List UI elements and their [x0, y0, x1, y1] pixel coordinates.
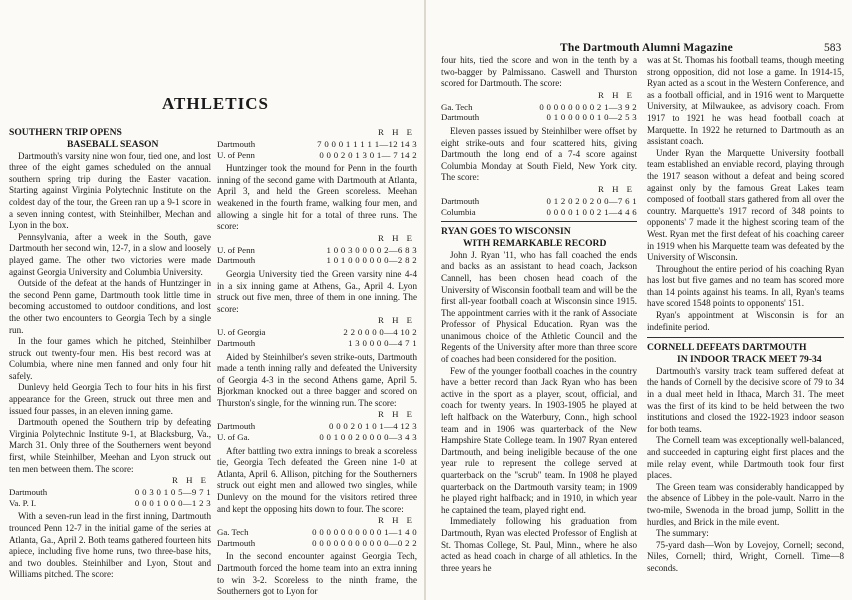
score-row [9, 487, 211, 498]
team-name: U. of Ga. [217, 432, 250, 443]
paragraph: Under Ryan the Marquette University football team established an enviable record, playing through the 1917 season without a defeat and being scored against only by the famous Great Lakes team composed of football stars gathered from all over the country. Marquette's 1917 record of 348 points to opponents' 7 made it the highest scoring team of the West. Ryan met the first defeat of his coaching career in 1919 when his Marquette team was defeated by the University of Wisconsin. [647, 147, 844, 263]
paragraph: In the second encounter against Georgia Tech, Dartmouth forced the home team into an extra inning to win 3-2. Scoreless to the ninth frame, the Southerners got to Lyon for [217, 551, 417, 597]
section-heading: RYAN GOES TO WISCONSIN [441, 221, 637, 238]
team-name: Dartmouth [441, 195, 480, 206]
team-name: Dartmouth [217, 537, 256, 548]
innings-line: 1 3 0 0 0 0—4 7 1 [348, 337, 417, 348]
paragraph: The summary: [656, 528, 709, 539]
innings-line: 0 0 1 0 0 2 0 0 0 0—3 4 3 [319, 432, 417, 443]
paragraph: With a seven-run lead in the first inning, Dartmouth trounced Penn 12-7 in the initial game of the series at Atlanta, Ga., April 2. Both teams gathered fourteen hits apiece, including five home runs, two three-base hits, and two doubles. Steinhilber and Lyon, Stout and Williams pitched. The score: [9, 511, 211, 580]
box-score [217, 245, 417, 266]
paragraph: John J. Ryan '11, who has fall coached the ends and backs as an assistant to head coach, Jackson Cannell, has been chosen head coach of the University of Wisconsin football team and will be the first all-year football coach at Wisconsin since 1915. The appointment carries with it the rank of Associate Professor of Physical Education. Ryan was the unanimous choice of the Athletic Council and the Regents of the University after more than three score of coaches had been considered for the position. [441, 249, 637, 365]
innings-line: 0 1 2 0 2 0 2 0 0—7 6 1 [546, 195, 637, 206]
section-heading-line-2: WITH REMARKABLE RECORD [463, 237, 607, 249]
paragraph: was at St. Thomas his football teams, though meeting strong opposition, did not lose a game. In 1914-15, Ryan acted as a scout in the Western Conference, and as a football official, and in 1916 went to Marquette University, at Milwaukee, as advisory coach. From 1917 to 1921 he was head football coach at Marquette. In 1922 he returned to Dartmouth as an assistant coach. [647, 55, 844, 147]
innings-line: 0 0 3 0 1 0 5—9 7 1 [134, 487, 211, 498]
section-heading-line-2: IN INDOOR TRACK MEET 79-34 [677, 354, 822, 366]
team-name: U. of Penn [217, 244, 255, 255]
box-score [9, 487, 211, 508]
box-score [441, 102, 637, 123]
paragraph: Dartmouth's varsity track team suffered defeat at the hands of Cornell by the decisive score of 79 to 34 in a dual meet held in Ithaca, March 31. The meet was the first of its kind to be held between the two institutions and closed the 1922-1923 indoor season for both teams. [647, 365, 844, 434]
paragraph: In the four games which he pitched, Steinhilber struck out twenty-four men. His best record was at Columbia, where nine men fanned and only four hit safely. [9, 336, 211, 381]
score-row [441, 112, 637, 123]
paragraph: Ryan's appointment at Wisconsin is for an indefinite period. [647, 310, 844, 332]
box-score-header: R H E [378, 515, 415, 526]
score-row [217, 338, 417, 349]
paragraph: Pennsylvania, after a week in the South, gave Dartmouth her second win, 12-7, in a slow and loosely played game. The other two victories were made against Georgia University and Columbia University. [9, 231, 211, 277]
paragraph: Georgia University tied the Green varsity nine 4-4 in a six inning game at Athens, Ga., April 4. Lyon struck out five men, three of them in one inning. The score: [217, 268, 417, 314]
right-column-1 [441, 55, 637, 574]
section-heading-line-2: BASEBALL SEASON [67, 138, 159, 150]
paragraph: Dunlevy held Georgia Tech to four hits in his first appearance for the Green, struck out three men and issued four passes, in an eleven inning game. [9, 382, 211, 416]
paragraph: Few of the younger football coaches in the country have a better record than Jack Ryan who has been active in the sport as a player, scout, official, and coach for twenty years. In 1903-1905 he played at left halfback on the Waterbury, Conn., high school team and in 1906 was quarterback of the New Hampshire State College team. In 1907 Ryan entered Dartmouth, and being ineligible because of the one year rule to represent the college served at quarterback on the "scrub" team. In 1908 he played quarterback on the Dartmouth varsity team; in 1909 he played right halfback; and in 1910, in which year he captained the team, played right end. [441, 365, 637, 515]
paragraph: Aided by Steinhilber's seven strike-outs, Dartmouth made a tenth inning rally and defeated the University of Georgia 4-3 in the second Athens game, April 5. Bjorkman knocked out a three bagger and scored on Thurston's single, for the winning run. The score: [217, 351, 417, 408]
innings-line: 0 0 0 0 0 0 0 0 0 0 0—0 2 2 [312, 537, 417, 548]
innings-line: 0 0 0 2 0 1 3 0 1— 7 14 2 [319, 149, 417, 160]
paragraph: After battling two extra innings to break a scoreless tie, Georgia Tech defeated the Green nine 1-0 at Atlanta, April 6. Allison, pitching for the Southerners struck out eight men and allowed two singles, while Dunlevy on the mound for the visitors retired three and kept the opposing hits down to four. The score: [217, 445, 417, 514]
box-score-header: R H E [378, 315, 415, 326]
right-page [426, 0, 852, 600]
box-score [441, 196, 637, 217]
team-name: U. of Penn [217, 149, 255, 160]
innings-line: 0 0 0 1 0 0 0—1 2 3 [134, 497, 211, 508]
left-page [0, 0, 424, 600]
score-row [441, 196, 637, 207]
score-row [217, 150, 417, 161]
running-title: The Dartmouth Alumni Magazine [560, 42, 733, 54]
score-row [217, 139, 417, 150]
box-score [217, 327, 417, 348]
box-score-header: R H E [172, 475, 209, 486]
paragraph: The Green team was considerably handicapped by the absence of Libbey in the pole-vault. Narro in the two-mile, Swenoda in the broad jump, Sollitt in the hurdles, and Brick in the mile event. [647, 481, 844, 527]
score-row [441, 102, 637, 113]
paragraph: Eleven passes issued by Steinhilber were offset by eight strike-outs and four scattered hits, giving Dartmouth the long end of a 7-4 score against Columbia Monday at South Field, New York city. The score: [441, 125, 637, 183]
score-row [217, 538, 417, 549]
innings-line: 0 0 0 2 0 1 0 1—4 12 3 [329, 421, 417, 432]
paragraph: Dartmouth's varsity nine won four, tied one, and lost three of the eight games scheduled on the annual southern spring trip during the Easter vacation. Starting against Virginia Polytechnic Institute on the coldest day of the tour, the Green ran up a 9-1 score in a seven inning contest, with Steinhilber, Mechan and Lyon in the box. [9, 150, 211, 231]
paragraph: four hits, tied the score and won in the tenth by a two-bagger by Palmissano. Caswell and Thurston scored for Dartmouth. The score: [441, 55, 637, 89]
right-column-2 [647, 55, 844, 575]
paragraph: Outside of the defeat at the hands of Huntzinger in the second Penn game, Dartmouth took little time in becoming accustomed to outdoor conditions, and lost the other two encounters to Georgia Tech by a single run. [9, 278, 211, 335]
section-heading: CORNELL DEFEATS DARTMOUTH [647, 337, 844, 354]
innings-line: 0 0 0 0 0 0 0 0 2 1—3 9 2 [539, 101, 637, 112]
team-name: Dartmouth [217, 255, 256, 266]
box-score-header: R H E [378, 127, 415, 137]
team-name: U. of Georgia [217, 327, 266, 338]
left-column-2 [217, 127, 417, 598]
score-row [217, 255, 417, 266]
score-row [217, 327, 417, 338]
paragraph: Dartmouth opened the Southern trip by defeating Virginia Polytechnic Institute 9-1, at Blacksburg, Va., March 31. Only three of the Southerners went beyond first, while Steinhilber, Meehan and Lyon struck out ten men between them. The score: [9, 417, 211, 474]
innings-line: 0 1 0 0 0 0 0 1 0—2 5 3 [546, 112, 637, 123]
box-score-header: R H E [378, 232, 415, 243]
score-row [217, 527, 417, 538]
team-name: Dartmouth [217, 139, 256, 149]
box-score-header: R H E [598, 89, 635, 100]
paragraph: 75-yard dash—Won by Lovejoy, Cornell; second, Niles, Cornell; third, Wright, Cornell. Time—8 seconds. [647, 539, 844, 573]
left-column-1 [9, 127, 211, 581]
paragraph: Immediately following his graduation from Dartmouth, Ryan was elected Professor of English at St. Thomas College, St. Paul, Minn., where he also acted as head coach in charge of all athletics. In the three years he [441, 516, 637, 573]
score-row [217, 432, 417, 443]
innings-line: 0 0 0 0 1 0 0 2 1—4 4 6 [546, 206, 637, 217]
score-row [441, 207, 637, 218]
team-name: Dartmouth [217, 421, 256, 432]
paragraph: Throughout the entire period of his coaching Ryan has lost but five games and no team has scored more than 14 points against his teams. In all, Ryan's teams have scored 1548 points to opponents' 151. [647, 263, 844, 309]
box-score-header: R H E [378, 409, 415, 420]
score-row [217, 421, 417, 432]
team-name: Columbia [441, 206, 476, 217]
innings-line: 1 0 0 3 0 0 0 0 2—6 8 3 [326, 244, 417, 255]
section-heading: SOUTHERN TRIP OPENS [9, 127, 122, 138]
team-name: Va. P. I. [9, 497, 37, 508]
team-name: Ga. Tech [217, 527, 249, 538]
paragraph: Huntzinger took the mound for Penn in the fourth inning of the second game with Dartmouth at Atlanta, April 3, and held the Green scoreless. Meehan weakened in the fourth frame, walking four men, and allowing a single hit for a total of three runs. The score: [217, 163, 417, 232]
box-score [217, 527, 417, 548]
score-row [9, 498, 211, 509]
innings-line: 1 0 1 0 0 0 0 0 0—2 8 2 [326, 255, 417, 266]
team-name: Dartmouth [9, 487, 48, 498]
team-name: Dartmouth [441, 112, 480, 123]
page-number: 583 [824, 42, 842, 54]
page-title: ATHLETICS [162, 94, 269, 113]
team-name: Dartmouth [217, 337, 256, 348]
box-score [217, 421, 417, 442]
score-row [217, 245, 417, 256]
paragraph: The Cornell team was exceptionally well-balanced, and succeeded in capturing eight first places and the mile relay event, while Dartmouth took four first places. [647, 435, 844, 481]
innings-line: 2 2 0 0 0 0—4 10 2 [343, 327, 417, 338]
innings-line: 0 0 0 0 0 0 0 0 0 0 1—1 4 0 [312, 527, 417, 538]
box-score-header: R H E [598, 183, 635, 194]
team-name: Ga. Tech [441, 101, 473, 112]
box-score [217, 139, 417, 160]
innings-line: 7 0 0 0 1 1 1 1 1—12 14 3 [317, 139, 417, 149]
